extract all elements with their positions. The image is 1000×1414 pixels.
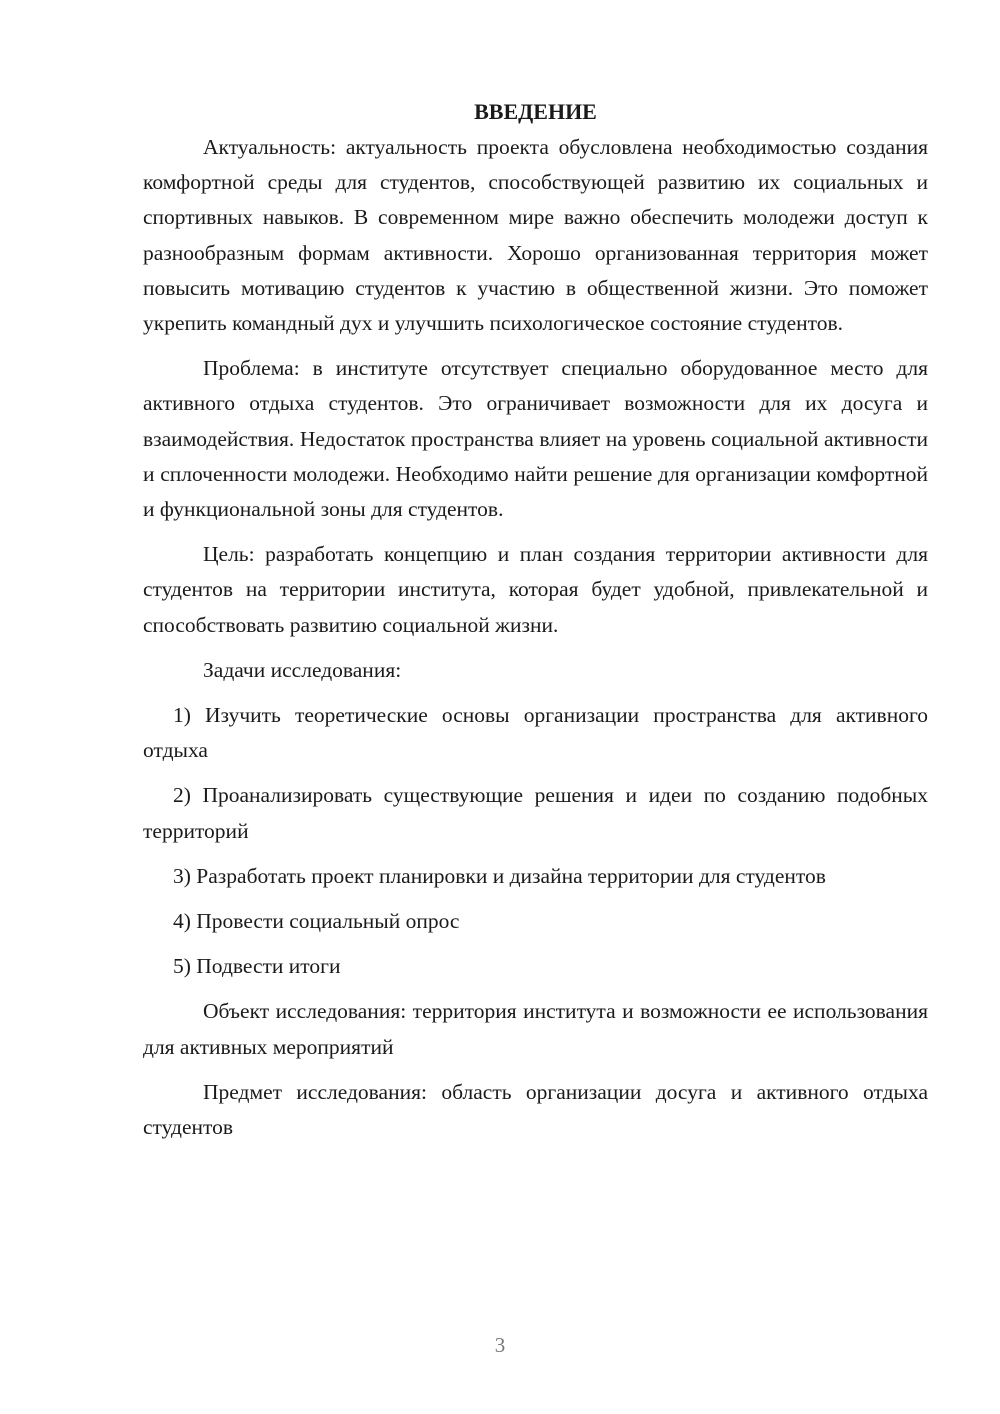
paragraph-problem: Проблема: в институте отсутствует специально оборудованное место для активного отдыха студентов. Это ограничивает возможности для их досуга и взаимодействия. Недостаток пространства влияет на уровень социальной активности и сплоченности молодежи. Необходимо найти решение для организации комфортной и функциональной зоны для студентов.	[143, 356, 928, 522]
tasks-heading: Задачи исследования:	[203, 657, 402, 682]
page-title: ВВЕДЕНИЕ	[474, 99, 597, 124]
task-item-3: 3) Разработать проект планировки и дизайна территории для студентов	[173, 863, 826, 888]
task-item-2: 2) Проанализировать существующие решения и идеи по созданию подобных территорий	[143, 783, 928, 843]
paragraph-object: Объект исследования: территория института и возможности ее использования для активных мероприятий	[143, 999, 928, 1059]
task-item-4: 4) Провести социальный опрос	[173, 909, 460, 934]
task-item-5: 5) Подвести итоги	[173, 954, 341, 979]
paragraph-goal: Цель: разработать концепцию и план создания территории активности для студентов на территории института, которая будет удобной, привлекательной и способствовать развитию социальной жизни.	[143, 542, 928, 637]
paragraph-subject: Предмет исследования: область организации досуга и активного отдыха студентов	[143, 1079, 928, 1140]
page-body	[143, 94, 928, 1155]
paragraph-relevance: Актуальность: актуальность проекта обусловлена необходимостью создания комфортной среды для студентов, способствующей развитию их социальных и спортивных навыков. В современном мире важно обеспечить молодежи доступ к разнообразным формам активности. Хорошо организованная территория может повысить мотивацию студентов к участию в общественной жизни. Это поможет укрепить командный дух и улучшить психологическое состояние студентов.	[143, 135, 928, 336]
page-number: 3	[494, 1333, 506, 1357]
task-item-1: 1) Изучить теоретические основы организации пространства для активного отдыха	[143, 703, 928, 763]
